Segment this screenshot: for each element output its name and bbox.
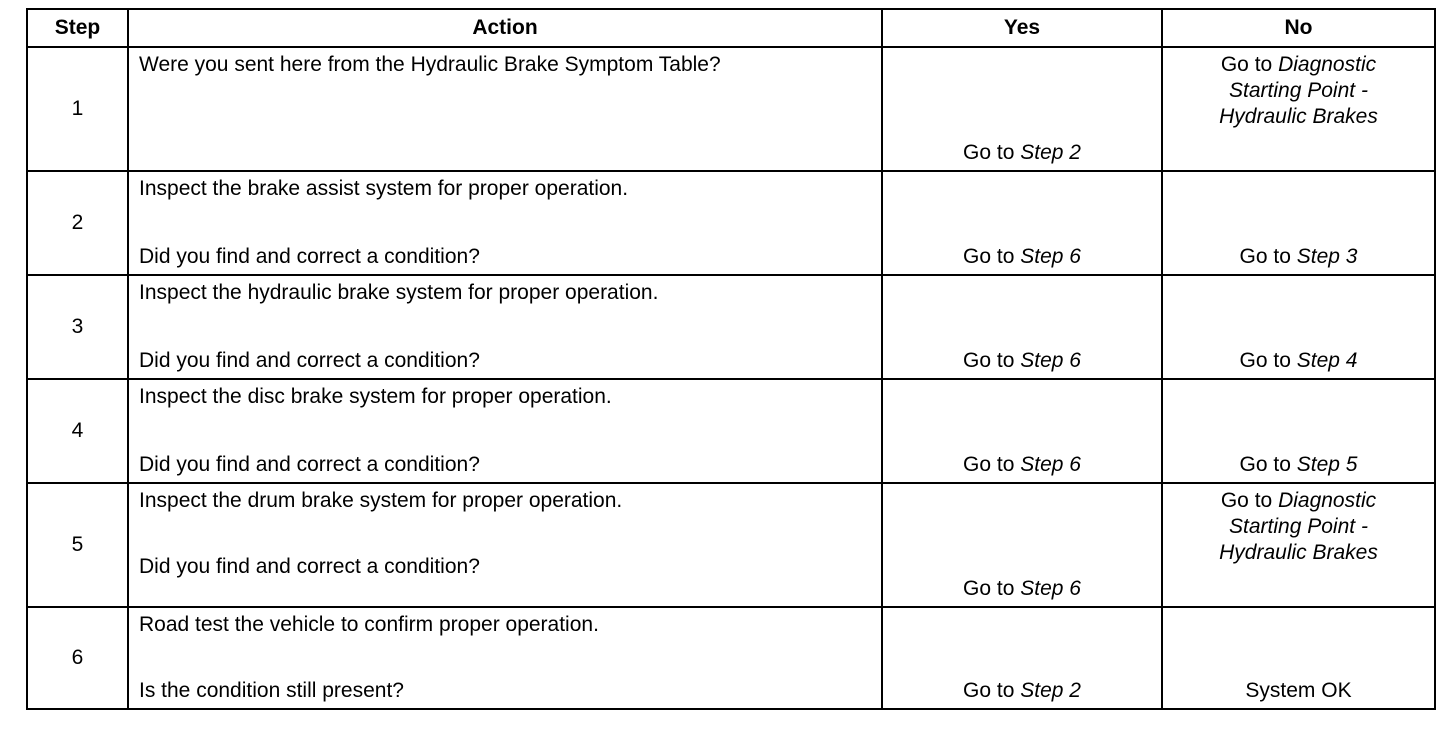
question-text: Did you find and correct a condition?	[139, 349, 480, 372]
yes-cell	[881, 276, 1161, 378]
action-cell	[127, 276, 881, 378]
action-text: Were you sent here from the Hydraulic Brake Symptom Table?	[139, 53, 721, 76]
yes-cell	[881, 172, 1161, 274]
question-text: Did you find and correct a condition?	[139, 245, 480, 268]
table-row	[28, 46, 1434, 170]
action-cell	[127, 380, 881, 482]
no-goto: Go to Diagnostic Starting Point - Hydraulic Brakes	[1219, 53, 1378, 128]
step-number: 4	[71, 419, 84, 442]
question-text: Did you find and correct a condition?	[139, 453, 480, 476]
yes-goto: Go to Step 6	[963, 245, 1081, 268]
yes-goto: Go to Step 6	[963, 349, 1081, 372]
header-no: No	[1161, 10, 1434, 46]
yes-goto: Go to Step 6	[963, 577, 1081, 600]
no-cell	[1161, 48, 1434, 170]
step-number: 5	[71, 533, 84, 556]
header-yes: Yes	[881, 10, 1161, 46]
step-number: 3	[71, 315, 84, 338]
action-text: Inspect the drum brake system for proper operation.	[139, 489, 623, 512]
action-text: Road test the vehicle to confirm proper operation.	[139, 613, 599, 636]
no-cell	[1161, 276, 1434, 378]
action-text: Inspect the brake assist system for proper operation.	[139, 177, 629, 200]
table-row	[28, 170, 1434, 274]
action-cell	[127, 48, 881, 170]
yes-goto: Go to Step 6	[963, 453, 1081, 476]
yes-cell	[881, 380, 1161, 482]
action-cell	[127, 484, 881, 606]
yes-cell	[881, 608, 1161, 708]
no-cell	[1161, 380, 1434, 482]
table-row	[28, 606, 1434, 708]
yes-goto: Go to Step 2	[963, 141, 1081, 164]
header-action: Action	[127, 10, 881, 46]
no-goto: Go to Step 4	[1239, 349, 1358, 372]
table-row	[28, 482, 1434, 606]
yes-cell	[881, 484, 1161, 606]
yes-cell	[881, 48, 1161, 170]
no-cell	[1161, 172, 1434, 274]
table-row	[28, 378, 1434, 482]
no-goto: Go to Diagnostic Starting Point - Hydraulic Brakes	[1219, 489, 1378, 564]
step-number: 1	[71, 97, 84, 120]
action-cell	[127, 172, 881, 274]
action-cell	[127, 608, 881, 708]
no-goto: Go to Step 5	[1239, 453, 1358, 476]
action-text: Inspect the hydraulic brake system for proper operation.	[139, 281, 659, 304]
diagnostic-table	[26, 8, 1436, 710]
no-cell	[1161, 608, 1434, 708]
no-goto: Go to Step 3	[1239, 245, 1358, 268]
no-cell	[1161, 484, 1434, 606]
question-text: Is the condition still present?	[139, 679, 404, 702]
header-step: Step	[54, 16, 101, 39]
action-text: Inspect the disc brake system for proper operation.	[139, 385, 612, 408]
yes-goto: Go to Step 2	[963, 679, 1081, 702]
question-text: Did you find and correct a condition?	[139, 555, 480, 578]
no-result: System OK	[1245, 679, 1352, 702]
table-header-row	[28, 10, 1434, 46]
step-number: 2	[71, 211, 84, 234]
table-row	[28, 274, 1434, 378]
step-number: 6	[71, 646, 84, 669]
